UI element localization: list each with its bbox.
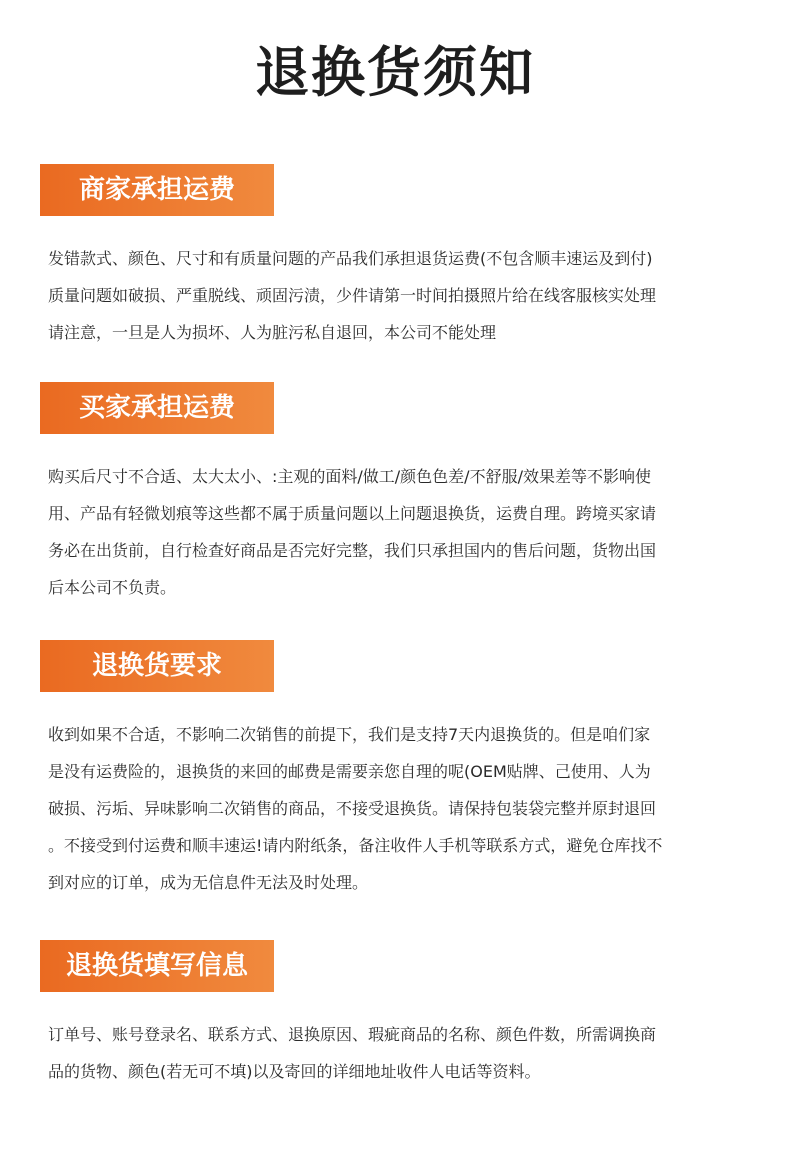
text-line: 质量问题如破损、严重脱线、顽固污渍，少件请第一时间拍摄照片给在线客服核实处理 (48, 286, 657, 305)
section-body-buyer-shipping (48, 458, 748, 606)
section-header-buyer-shipping: 买家承担运费 (40, 382, 274, 434)
text-line: 收到如果不合适，不影响二次销售的前提下，我们是支持7天内退换货的。但是咱们家 (48, 725, 651, 744)
text-line: 订单号、账号登录名、联系方式、退换原因、瑕疵商品的名称、颜色件数，所需调换商 (48, 1025, 657, 1044)
text-line: 是没有运费险的，退换货的来回的邮费是需要亲您自理的呢(OEM贴牌、己使用、人为 (48, 762, 651, 781)
section-body-seller-shipping (48, 240, 748, 351)
text-line: 到对应的订单，成为无信息件无法及时处理。 (48, 873, 369, 892)
text-line: 品的货物、颜色(若无可不填)以及寄回的详细地址收件人电话等资料。 (48, 1062, 541, 1081)
text-line: 破损、污垢、异味影响二次销售的商品，不接受退换货。请保持包装袋完整并原封退回 (48, 799, 657, 818)
section-header-seller-shipping: 商家承担运费 (40, 164, 274, 216)
section-body-return-info (48, 1016, 748, 1090)
section-header-return-requirements: 退换货要求 (40, 640, 274, 692)
section-header-return-info: 退换货填写信息 (40, 940, 274, 992)
text-line: 务必在出货前，自行检查好商品是否完好完整，我们只承担国内的售后问题，货物出国 (48, 541, 657, 560)
text-line: 用、产品有轻微划痕等这些都不属于质量问题以上问题退换货，运费自理。跨境买家请 (48, 504, 657, 523)
text-line: 请注意，一旦是人为损坏、人为脏污私自退回，本公司不能处理 (48, 323, 497, 342)
text-line: 。不接受到付运费和顺丰速运!请内附纸条，备注收件人手机等联系方式，避免仓库找不 (48, 836, 663, 855)
section-body-return-requirements (48, 716, 748, 901)
text-line: 发错款式、颜色、尺寸和有质量问题的产品我们承担退货运费(不包含顺丰速运及到付) (48, 249, 653, 268)
page-title: 退换货须知 (255, 41, 535, 104)
text-line: 购买后尺寸不合适、太大太小、:主观的面料/做工/颜色色差/不舒服/效果差等不影响使 (48, 467, 651, 486)
text-line: 后本公司不负责。 (48, 578, 177, 597)
